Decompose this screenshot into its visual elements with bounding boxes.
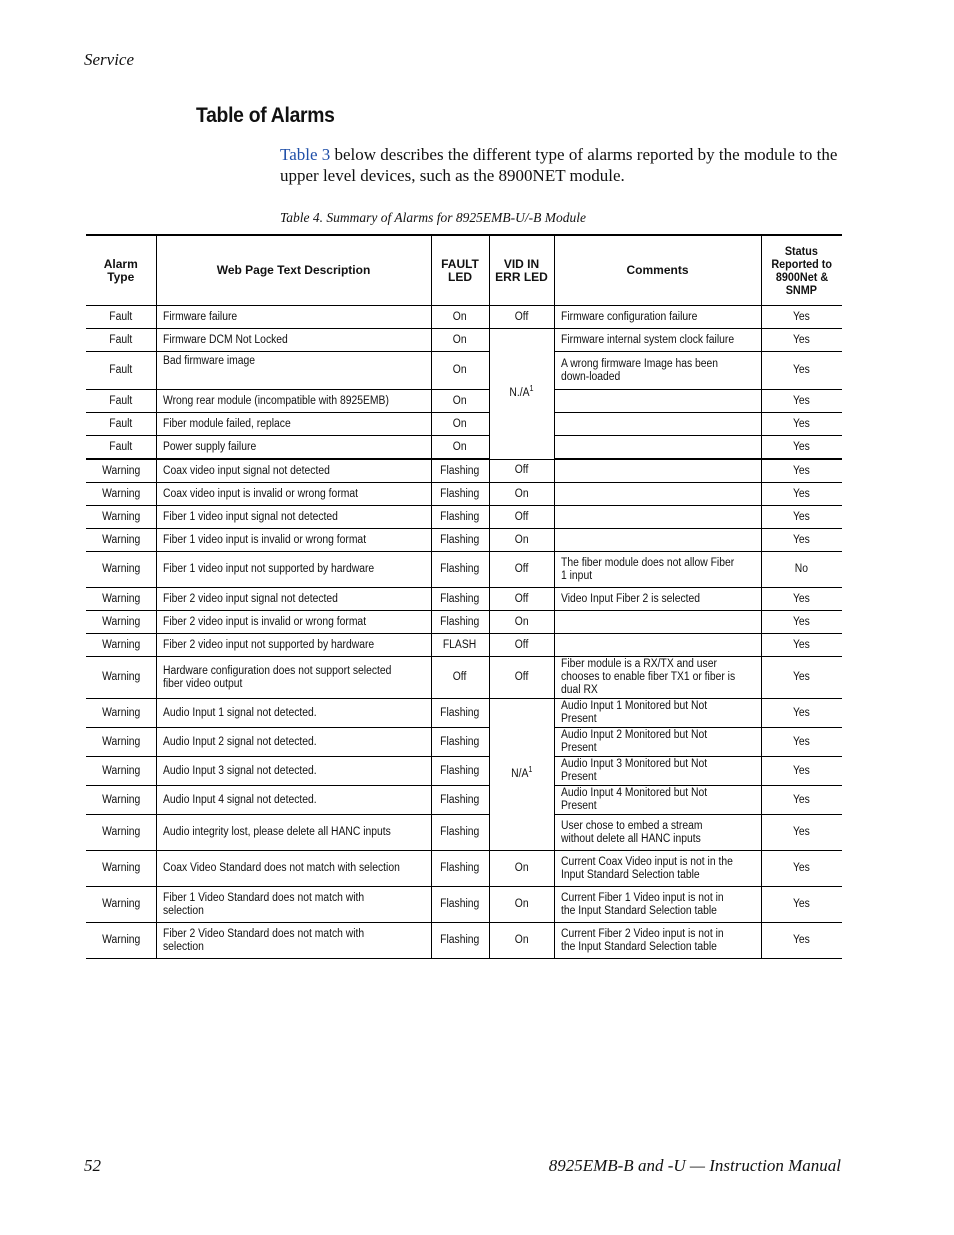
cell-status: No [761, 552, 842, 588]
cell-type: Fault [86, 352, 156, 390]
cell-status: Yes [761, 815, 842, 851]
header-description: Web Page Text Description [156, 235, 431, 306]
table-row [86, 306, 842, 329]
cell-status: Yes [761, 657, 842, 699]
cell-type: Warning [86, 728, 156, 757]
cell-comments [554, 483, 761, 506]
cell-description: Firmware failure [156, 306, 431, 329]
cell-comments [554, 506, 761, 529]
cell-type: Fault [86, 390, 156, 413]
cell-description: Bad firmware image [156, 352, 431, 390]
cell-type: Warning [86, 786, 156, 815]
cell-vid-err-led: Off [489, 588, 554, 611]
cell-comments: Current Fiber 1 Video input is not in the Input Standard Selection table [554, 887, 761, 923]
cell-comments: Audio Input 3 Monitored but Not Present [554, 757, 761, 786]
cell-type: Warning [86, 634, 156, 657]
cell-vid-err-led: Off [489, 306, 554, 329]
table-row [86, 786, 842, 815]
cell-fault-led: Flashing [431, 588, 489, 611]
cell-fault-led: Flashing [431, 459, 489, 483]
cell-description: Wrong rear module (incompatible with 8925EMB) [156, 390, 431, 413]
cell-fault-led: Flashing [431, 506, 489, 529]
table-row [86, 699, 842, 728]
cell-description: Fiber 1 video input not supported by hardware [156, 552, 431, 588]
table-row [86, 757, 842, 786]
cell-fault-led: Flashing [431, 786, 489, 815]
cell-status: Yes [761, 390, 842, 413]
cell-fault-led: Flashing [431, 552, 489, 588]
cell-vid-err-led: Off [489, 506, 554, 529]
cell-description: Fiber 2 video input is invalid or wrong format [156, 611, 431, 634]
table-row [86, 923, 842, 959]
cell-fault-led: Flashing [431, 483, 489, 506]
cell-vid-err-led: On [489, 851, 554, 887]
cell-status: Yes [761, 757, 842, 786]
cell-type: Warning [86, 851, 156, 887]
cell-type: Warning [86, 588, 156, 611]
cell-status: Yes [761, 306, 842, 329]
cell-fault-led: Flashing [431, 728, 489, 757]
cell-fault-led: Flashing [431, 699, 489, 728]
header-comments: Comments [554, 235, 761, 306]
header-status: Status Reported to 8900Net & SNMP [761, 235, 842, 306]
cell-type: Warning [86, 506, 156, 529]
cell-vid-err-led: On [489, 483, 554, 506]
cell-vid-err-led: Off [489, 634, 554, 657]
cell-type: Fault [86, 413, 156, 436]
cell-comments: Current Coax Video input is not in the Input Standard Selection table [554, 851, 761, 887]
cell-comments: Video Input Fiber 2 is selected [554, 588, 761, 611]
intro-paragraph [280, 144, 850, 186]
cell-type: Warning [86, 757, 156, 786]
cell-status: Yes [761, 588, 842, 611]
cell-status: Yes [761, 634, 842, 657]
cell-comments [554, 390, 761, 413]
table-row [86, 413, 842, 436]
table-row [86, 588, 842, 611]
cell-comments [554, 413, 761, 436]
cell-type: Warning [86, 552, 156, 588]
cell-type: Warning [86, 529, 156, 552]
cell-fault-led: Flashing [431, 923, 489, 959]
cell-description: Fiber 1 video input signal not detected [156, 506, 431, 529]
cell-fault-led: On [431, 390, 489, 413]
table-row [86, 611, 842, 634]
cell-fault-led: Flashing [431, 815, 489, 851]
cell-vid-err-led: Off [489, 459, 554, 483]
cell-status: Yes [761, 699, 842, 728]
cell-fault-led: FLASH [431, 634, 489, 657]
cell-fault-led: Flashing [431, 529, 489, 552]
manual-title: 8925EMB-B and -U — Instruction Manual [548, 1156, 841, 1175]
cell-type: Warning [86, 483, 156, 506]
cell-status: Yes [761, 728, 842, 757]
cell-description: Audio Input 2 signal not detected. [156, 728, 431, 757]
section-title: Table of Alarms [196, 104, 335, 127]
header-alarm-type: Alarm Type [86, 235, 156, 306]
cell-status: Yes [761, 483, 842, 506]
cell-comments: A wrong firmware Image has been down-loaded [554, 352, 761, 390]
table-row [86, 552, 842, 588]
cell-type: Fault [86, 436, 156, 460]
cell-status: Yes [761, 329, 842, 352]
cell-type: Warning [86, 887, 156, 923]
cell-comments: Fiber module is a RX/TX and user chooses to enable fiber TX1 or fiber is dual RX [554, 657, 761, 699]
cell-status: Yes [761, 352, 842, 390]
alarm-table [86, 234, 842, 959]
cell-description: Fiber 2 Video Standard does not match with selection [156, 923, 431, 959]
cell-fault-led: Off [431, 657, 489, 699]
cell-fault-led: On [431, 306, 489, 329]
cell-description: Coax Video Standard does not match with selection [156, 851, 431, 887]
cell-vid-err-led: Off [489, 552, 554, 588]
cell-fault-led: On [431, 352, 489, 390]
table-row [86, 815, 842, 851]
table-row [86, 529, 842, 552]
cell-status: Yes [761, 436, 842, 460]
cell-fault-led: On [431, 436, 489, 460]
cell-description: Fiber 2 video input not supported by hardware [156, 634, 431, 657]
cell-comments [554, 611, 761, 634]
cell-vid-err-led: Off [489, 657, 554, 699]
cell-comments [554, 529, 761, 552]
cell-vid-err-led-merged: $N/A^1$ [489, 699, 554, 851]
cell-type: Warning [86, 923, 156, 959]
table-row [86, 352, 842, 390]
cell-fault-led: On [431, 329, 489, 352]
cell-description: Hardware configuration does not support selected fiber video output [156, 657, 431, 699]
cell-type: Warning [86, 815, 156, 851]
table-row [86, 851, 842, 887]
cell-type: Warning [86, 657, 156, 699]
table-row [86, 436, 842, 460]
cell-comments: Audio Input 1 Monitored but Not Present [554, 699, 761, 728]
table-caption: Table 4. Summary of Alarms for 8925EMB-U/-B Module [280, 210, 586, 225]
cell-status: Yes [761, 887, 842, 923]
cell-type: Warning [86, 611, 156, 634]
cell-description: Audio Input 1 signal not detected. [156, 699, 431, 728]
cell-status: Yes [761, 611, 842, 634]
cell-description: Fiber 1 video input is invalid or wrong format [156, 529, 431, 552]
cell-status: Yes [761, 506, 842, 529]
cell-comments [554, 436, 761, 460]
cell-status: Yes [761, 786, 842, 815]
cell-comments: Firmware internal system clock failure [554, 329, 761, 352]
table-row [86, 390, 842, 413]
cell-status: Yes [761, 459, 842, 483]
cell-status: Yes [761, 413, 842, 436]
cell-comments: Audio Input 2 Monitored but Not Present [554, 728, 761, 757]
cell-comments: The fiber module does not allow Fiber 1 input [554, 552, 761, 588]
cell-vid-err-led: On [489, 611, 554, 634]
cell-type: Warning [86, 459, 156, 483]
cell-fault-led: Flashing [431, 611, 489, 634]
cell-vid-err-led: On [489, 887, 554, 923]
cell-comments: Audio Input 4 Monitored but Not Present [554, 786, 761, 815]
cell-status: Yes [761, 851, 842, 887]
cell-description: Audio Input 3 signal not detected. [156, 757, 431, 786]
cell-description: Fiber module failed, replace [156, 413, 431, 436]
cell-fault-led: Flashing [431, 851, 489, 887]
table-row [86, 728, 842, 757]
cell-description: Audio integrity lost, please delete all HANC inputs [156, 815, 431, 851]
table-row [86, 506, 842, 529]
table-row [86, 329, 842, 352]
cell-type: Warning [86, 699, 156, 728]
table-row [86, 634, 842, 657]
cell-comments: User chose to embed a stream without delete all HANC inputs [554, 815, 761, 851]
table-row [86, 483, 842, 506]
cell-type: Fault [86, 329, 156, 352]
page-number: 52 [84, 1156, 101, 1175]
intro-text: below describes the different type of alarms reported by the module to the upper level devices, such as the 8900NET module. [280, 145, 838, 185]
running-head: Service [84, 50, 135, 69]
table-row [86, 459, 842, 483]
cell-comments [554, 634, 761, 657]
header-vid-err-led: VID IN ERR LED [489, 235, 554, 306]
cell-type: Fault [86, 306, 156, 329]
cell-description: Firmware DCM Not Locked [156, 329, 431, 352]
cell-vid-err-led: On [489, 923, 554, 959]
cell-description: Audio Input 4 signal not detected. [156, 786, 431, 815]
cell-vid-err-led: On [489, 529, 554, 552]
cell-fault-led: Flashing [431, 887, 489, 923]
cell-description: Coax video input signal not detected [156, 459, 431, 483]
cell-fault-led: Flashing [431, 757, 489, 786]
cell-description: Fiber 2 video input signal not detected [156, 588, 431, 611]
table-header-row [86, 235, 842, 306]
header-fault-led: FAULT LED [431, 235, 489, 306]
cell-comments: Current Fiber 2 Video input is not in the Input Standard Selection table [554, 923, 761, 959]
cell-status: Yes [761, 923, 842, 959]
table-row [86, 657, 842, 699]
cell-status: Yes [761, 529, 842, 552]
cell-description: Fiber 1 Video Standard does not match with selection [156, 887, 431, 923]
table-reference-link[interactable]: Table 3 [280, 145, 331, 164]
cell-description: Coax video input is invalid or wrong format [156, 483, 431, 506]
cell-comments: Firmware configuration failure [554, 306, 761, 329]
table-row [86, 887, 842, 923]
cell-fault-led: On [431, 413, 489, 436]
cell-description: Power supply failure [156, 436, 431, 460]
cell-vid-err-led-merged: $N./A^1$ [489, 329, 554, 460]
cell-comments [554, 459, 761, 483]
